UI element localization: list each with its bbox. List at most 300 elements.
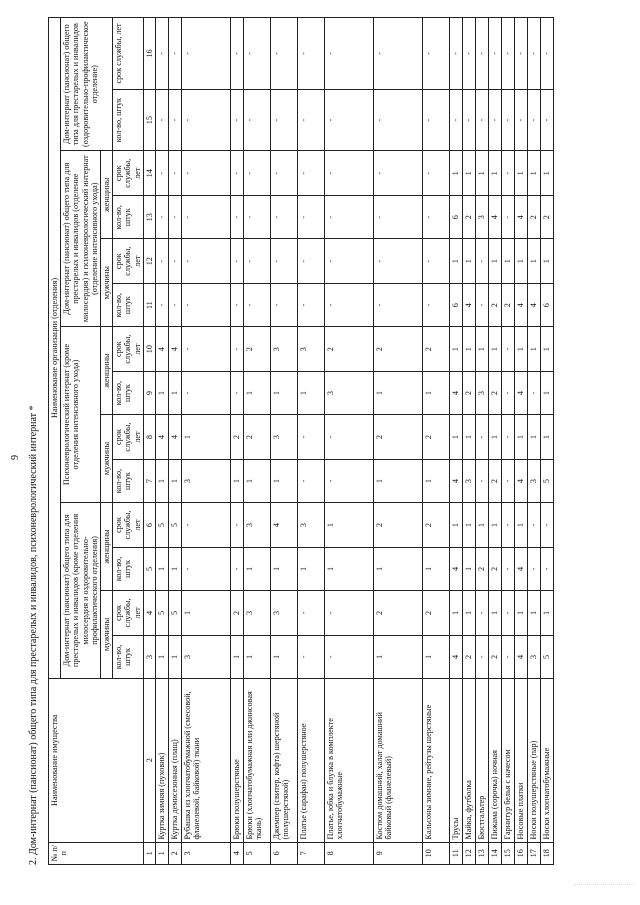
value-cell: 3 <box>243 503 270 548</box>
value-cell: 3 <box>181 460 230 503</box>
column-number: 15 <box>143 89 155 150</box>
value-cell: - <box>181 503 230 548</box>
value-cell: - <box>297 460 324 503</box>
value-cell: 2 <box>462 196 475 239</box>
value-cell: - <box>422 89 449 150</box>
scan-artifact <box>574 884 634 899</box>
value-cell: - <box>488 89 501 150</box>
header-term: срок службы, лет <box>113 239 144 284</box>
value-cell: - <box>475 415 488 460</box>
value-cell: 3 <box>475 372 488 415</box>
table-row <box>449 18 462 865</box>
value-cell: - <box>230 18 243 90</box>
value-cell: 2 <box>373 503 422 548</box>
table-row <box>540 18 553 865</box>
item-name: Джемпер (свитер, кофта) шерстяной (полушерстяной) <box>270 678 297 842</box>
value-cell: - <box>297 415 324 460</box>
value-cell: 4 <box>168 327 181 372</box>
value-cell: - <box>230 327 243 372</box>
value-cell: - <box>155 239 168 284</box>
item-name: Платье, юбка и блузка в комплекте хлопчатобумажные <box>324 678 373 842</box>
value-cell: 1 <box>243 372 270 415</box>
value-cell: 2 <box>475 548 488 591</box>
value-cell: - <box>181 196 230 239</box>
item-name: Кальсоны зимние, рейтузы шерстяные <box>422 678 449 842</box>
value-cell: - <box>422 18 449 90</box>
value-cell: - <box>488 18 501 90</box>
header-women: женщины <box>100 151 112 239</box>
value-cell: - <box>475 239 488 284</box>
row-number: 2 <box>168 842 181 864</box>
value-cell: 1 <box>230 460 243 503</box>
value-cell: - <box>373 151 422 196</box>
value-cell: 1 <box>449 327 462 372</box>
value-cell: - <box>230 89 243 150</box>
value-cell: - <box>181 372 230 415</box>
value-cell: 1 <box>181 415 230 460</box>
header-women: женщины <box>100 327 112 415</box>
value-cell: 1 <box>488 590 501 635</box>
value-cell: - <box>540 503 553 548</box>
value-cell: 1 <box>422 372 449 415</box>
item-name: Гарнитур белья с начесом <box>501 678 514 842</box>
value-cell: 1 <box>514 327 527 372</box>
column-number: 3 <box>143 635 155 678</box>
row-number: 8 <box>324 842 373 864</box>
value-cell: 4 <box>155 327 168 372</box>
value-cell: - <box>324 196 373 239</box>
value-cell: - <box>527 372 540 415</box>
header-org3: Дом-интернат (пансионат) общего типа для престарелых и инвалидов (отделение милосердия) и психоневрологический интернат (отделение интенсивного ухода) <box>61 151 101 327</box>
value-cell: 1 <box>488 503 501 548</box>
value-cell: - <box>168 89 181 150</box>
table-row <box>168 18 181 865</box>
value-cell: 5 <box>168 503 181 548</box>
header-qty: кол-во, штук <box>113 196 144 239</box>
value-cell: 1 <box>181 590 230 635</box>
value-cell: - <box>373 18 422 90</box>
value-cell: 1 <box>373 460 422 503</box>
table-row <box>422 18 449 865</box>
value-cell: 1 <box>514 415 527 460</box>
property-norms-table <box>48 17 554 865</box>
header-term: срок службы, лет <box>113 151 144 196</box>
value-cell: 4 <box>514 548 527 591</box>
value-cell: 1 <box>527 415 540 460</box>
header-name: Наименование имущества <box>49 678 144 842</box>
value-cell: 2 <box>488 372 501 415</box>
value-cell: 1 <box>270 635 297 678</box>
value-cell: - <box>243 239 270 284</box>
header-women: женщины <box>100 503 112 591</box>
value-cell: - <box>422 196 449 239</box>
value-cell: 1 <box>462 503 475 548</box>
value-cell: 1 <box>243 548 270 591</box>
header-men: мужчины <box>100 415 112 503</box>
header-qty: кол-во, штук <box>113 372 144 415</box>
value-cell: 4 <box>527 284 540 327</box>
row-number: 17 <box>527 842 540 864</box>
column-number: 2 <box>143 678 155 842</box>
table-row <box>488 18 501 865</box>
table-row <box>181 18 230 865</box>
value-cell: 5 <box>155 503 168 548</box>
value-cell: 2 <box>527 196 540 239</box>
value-cell: 1 <box>514 590 527 635</box>
row-number: 7 <box>297 842 324 864</box>
value-cell: 4 <box>514 372 527 415</box>
row-number: 9 <box>373 842 422 864</box>
value-cell: 4 <box>462 284 475 327</box>
value-cell: - <box>243 89 270 150</box>
value-cell: 2 <box>422 415 449 460</box>
value-cell: - <box>527 503 540 548</box>
value-cell: 2 <box>540 196 553 239</box>
value-cell: - <box>373 196 422 239</box>
value-cell: 1 <box>501 239 514 284</box>
column-number: 13 <box>143 196 155 239</box>
row-number: 6 <box>270 842 297 864</box>
value-cell: 4 <box>488 196 501 239</box>
value-cell: 1 <box>488 239 501 284</box>
value-cell: - <box>373 284 422 327</box>
value-cell: - <box>297 590 324 635</box>
value-cell: - <box>297 196 324 239</box>
column-number: 5 <box>143 548 155 591</box>
value-cell: 1 <box>475 503 488 548</box>
value-cell: 4 <box>514 460 527 503</box>
value-cell: 3 <box>181 635 230 678</box>
value-cell: - <box>449 18 462 90</box>
value-cell: 1 <box>462 548 475 591</box>
value-cell: 1 <box>540 239 553 284</box>
table-row <box>462 18 475 865</box>
value-cell: - <box>168 284 181 327</box>
value-cell: - <box>501 18 514 90</box>
column-number: 10 <box>143 327 155 372</box>
value-cell: 1 <box>270 460 297 503</box>
value-cell: - <box>501 503 514 548</box>
value-cell: - <box>501 635 514 678</box>
value-cell: - <box>155 18 168 90</box>
value-cell: 1 <box>373 372 422 415</box>
value-cell: - <box>449 89 462 150</box>
row-number: 13 <box>475 842 488 864</box>
value-cell: - <box>155 89 168 150</box>
value-cell: - <box>514 89 527 150</box>
value-cell: 1 <box>488 415 501 460</box>
value-cell: - <box>324 635 373 678</box>
table-row <box>155 18 168 865</box>
value-cell: 1 <box>527 590 540 635</box>
value-cell: - <box>297 18 324 90</box>
item-name: Трусы <box>449 678 462 842</box>
value-cell: 1 <box>449 151 462 196</box>
value-cell: 4 <box>449 460 462 503</box>
value-cell: - <box>230 284 243 327</box>
value-cell: 5 <box>155 590 168 635</box>
value-cell: 1 <box>297 372 324 415</box>
row-number: 12 <box>462 842 475 864</box>
row-number: 18 <box>540 842 553 864</box>
value-cell: 1 <box>540 327 553 372</box>
value-cell: - <box>373 239 422 284</box>
value-cell: - <box>475 89 488 150</box>
value-cell: - <box>181 284 230 327</box>
value-cell: 1 <box>168 460 181 503</box>
value-cell: 3 <box>462 460 475 503</box>
header-men: мужчины <box>100 590 112 678</box>
item-name: Носки хлопчатобумажные <box>540 678 553 842</box>
value-cell: - <box>527 548 540 591</box>
value-cell: 2 <box>488 460 501 503</box>
value-cell: 5 <box>168 590 181 635</box>
value-cell: 1 <box>324 503 373 548</box>
value-cell: 5 <box>540 460 553 503</box>
table-row <box>243 18 270 865</box>
value-cell: 1 <box>168 372 181 415</box>
value-cell: - <box>324 239 373 284</box>
row-number: 16 <box>514 842 527 864</box>
value-cell: 1 <box>422 635 449 678</box>
value-cell: - <box>501 196 514 239</box>
item-name: Костюм домашний, халат домашний байковый (фланелевый) <box>373 678 422 842</box>
value-cell: 2 <box>373 327 422 372</box>
value-cell: - <box>243 196 270 239</box>
column-number: 8 <box>143 415 155 460</box>
value-cell: 1 <box>324 548 373 591</box>
column-number: 9 <box>143 372 155 415</box>
value-cell: 1 <box>540 372 553 415</box>
value-cell: 1 <box>527 151 540 196</box>
column-number: 4 <box>143 590 155 635</box>
value-cell: 2 <box>373 415 422 460</box>
header-qty: кол-во, штук <box>113 548 144 591</box>
value-cell: 2 <box>488 548 501 591</box>
value-cell: - <box>230 239 243 284</box>
header-term: срок службы, лет <box>113 503 144 548</box>
value-cell: 1 <box>527 239 540 284</box>
value-cell: - <box>168 239 181 284</box>
value-cell: - <box>297 635 324 678</box>
value-cell: - <box>243 151 270 196</box>
value-cell: 1 <box>155 635 168 678</box>
value-cell: - <box>230 372 243 415</box>
value-cell: - <box>540 89 553 150</box>
value-cell: 1 <box>514 151 527 196</box>
value-cell: - <box>297 151 324 196</box>
value-cell: 2 <box>230 415 243 460</box>
value-cell: 1 <box>243 635 270 678</box>
column-number: 16 <box>143 18 155 90</box>
column-number: 11 <box>143 284 155 327</box>
value-cell: - <box>270 196 297 239</box>
item-name: Платье (сарафан) полушерстяное <box>297 678 324 842</box>
row-number: 4 <box>230 842 243 864</box>
column-number: 7 <box>143 460 155 503</box>
value-cell: 2 <box>488 284 501 327</box>
value-cell: - <box>540 548 553 591</box>
value-cell: 3 <box>324 372 373 415</box>
value-cell: - <box>324 415 373 460</box>
value-cell: 4 <box>449 372 462 415</box>
column-number-row <box>143 18 155 865</box>
header-men: мужчины <box>100 239 112 327</box>
value-cell: 1 <box>270 548 297 591</box>
value-cell: 1 <box>270 372 297 415</box>
value-cell: - <box>475 635 488 678</box>
value-cell: - <box>462 18 475 90</box>
table-row <box>324 18 373 865</box>
item-name: Носовые платки <box>514 678 527 842</box>
header-org-group: Наименование организации (отделения) <box>49 18 61 679</box>
table-row <box>373 18 422 865</box>
value-cell: 4 <box>514 635 527 678</box>
row-number: 14 <box>488 842 501 864</box>
header-org1: Дом-интернат (пансионат) общего типа для престарелых и инвалидов (кроме отделения милосердия и оздоровительно-профилактического отделения) <box>61 503 101 679</box>
value-cell: 4 <box>449 635 462 678</box>
item-name: Бюстгальтер <box>475 678 488 842</box>
value-cell: - <box>181 327 230 372</box>
value-cell: 1 <box>373 635 422 678</box>
value-cell: - <box>324 89 373 150</box>
value-cell: 2 <box>422 327 449 372</box>
value-cell: - <box>501 415 514 460</box>
page-number: 9 <box>10 455 21 460</box>
value-cell: 2 <box>422 590 449 635</box>
value-cell: 1 <box>449 415 462 460</box>
value-cell: 1 <box>540 415 553 460</box>
value-cell: 1 <box>422 548 449 591</box>
value-cell: 4 <box>514 284 527 327</box>
section-title: 2. Дом-интернат (пансионат) общего типа для престарелых и инвалидов, психоневрологический интернат * <box>28 405 39 865</box>
value-cell: 1 <box>373 548 422 591</box>
value-cell: 1 <box>449 503 462 548</box>
row-number: 5 <box>243 842 270 864</box>
item-name: Куртка зимняя (пуховик) <box>155 678 168 842</box>
table-row <box>501 18 514 865</box>
table-row <box>527 18 540 865</box>
value-cell: - <box>155 284 168 327</box>
value-cell: - <box>181 18 230 90</box>
value-cell: 1 <box>168 635 181 678</box>
item-name: Носки полушерстяные (пар) <box>527 678 540 842</box>
value-cell: - <box>243 18 270 90</box>
table-row <box>230 18 243 865</box>
header-qty: кол-во, штук <box>113 284 144 327</box>
value-cell: 3 <box>527 635 540 678</box>
value-cell: - <box>324 590 373 635</box>
value-cell: 2 <box>230 590 243 635</box>
value-cell: 1 <box>243 460 270 503</box>
value-cell: - <box>501 548 514 591</box>
value-cell: 3 <box>243 590 270 635</box>
value-cell: - <box>181 151 230 196</box>
value-cell: 1 <box>488 151 501 196</box>
item-name: Майка, футболка <box>462 678 475 842</box>
value-cell: - <box>324 460 373 503</box>
value-cell: 3 <box>527 460 540 503</box>
value-cell: 2 <box>324 327 373 372</box>
header-qty: кол-во, штук <box>113 635 144 678</box>
value-cell: - <box>270 284 297 327</box>
value-cell: - <box>168 151 181 196</box>
value-cell: 1 <box>155 372 168 415</box>
value-cell: - <box>527 89 540 150</box>
value-cell: 2 <box>501 284 514 327</box>
row-number: 10 <box>422 842 449 864</box>
value-cell: - <box>422 151 449 196</box>
header-term: срок службы, лет <box>113 415 144 460</box>
value-cell: 3 <box>270 415 297 460</box>
value-cell: 3 <box>297 327 324 372</box>
value-cell: - <box>324 151 373 196</box>
row-number: 11 <box>449 842 462 864</box>
value-cell: 1 <box>155 548 168 591</box>
value-cell: 1 <box>462 151 475 196</box>
table-body <box>155 18 553 865</box>
value-cell: 1 <box>449 590 462 635</box>
value-cell: 1 <box>475 151 488 196</box>
value-cell: 1 <box>297 548 324 591</box>
value-cell: 4 <box>168 415 181 460</box>
value-cell: - <box>527 18 540 90</box>
header-term: срок службы, лет <box>113 327 144 372</box>
value-cell: 2 <box>373 590 422 635</box>
value-cell: 3 <box>475 196 488 239</box>
header-qty: кол-во, штук <box>113 460 144 503</box>
row-number: 1 <box>155 842 168 864</box>
value-cell: - <box>501 151 514 196</box>
value-cell: - <box>270 239 297 284</box>
item-name: Куртка демисезонная (плащ) <box>168 678 181 842</box>
item-name: Пижама (сорочка) ночная <box>488 678 501 842</box>
value-cell: 2 <box>488 635 501 678</box>
column-number: 1 <box>143 842 155 864</box>
value-cell: 3 <box>270 590 297 635</box>
header-qty: кол-во, штук <box>113 89 144 150</box>
value-cell: 1 <box>527 327 540 372</box>
column-number: 6 <box>143 503 155 548</box>
value-cell: 1 <box>155 460 168 503</box>
value-cell: 4 <box>514 196 527 239</box>
table-row <box>297 18 324 865</box>
header-org4: Дом-интернат (пансионат) общего типа для престарелых и инвалидов (оздоровительно-профилактическое отделение) <box>61 18 113 151</box>
value-cell: - <box>501 327 514 372</box>
value-cell: 1 <box>462 590 475 635</box>
value-cell: 1 <box>422 460 449 503</box>
value-cell: 6 <box>449 284 462 327</box>
item-name: Брюки полушерстяные <box>230 678 243 842</box>
value-cell: 1 <box>488 327 501 372</box>
value-cell: - <box>475 18 488 90</box>
value-cell: - <box>230 151 243 196</box>
value-cell: 1 <box>514 239 527 284</box>
value-cell: - <box>297 89 324 150</box>
value-cell: - <box>475 460 488 503</box>
item-name: Брюки (хлопчатобумажная или джинсовая ткань) <box>243 678 270 842</box>
value-cell: 4 <box>155 415 168 460</box>
value-cell: 1 <box>462 327 475 372</box>
table-row <box>270 18 297 865</box>
value-cell: - <box>373 89 422 150</box>
value-cell: - <box>540 18 553 90</box>
column-number: 12 <box>143 239 155 284</box>
value-cell: - <box>230 548 243 591</box>
header-num: № п/п <box>49 842 144 864</box>
value-cell: 6 <box>540 284 553 327</box>
value-cell: - <box>155 151 168 196</box>
